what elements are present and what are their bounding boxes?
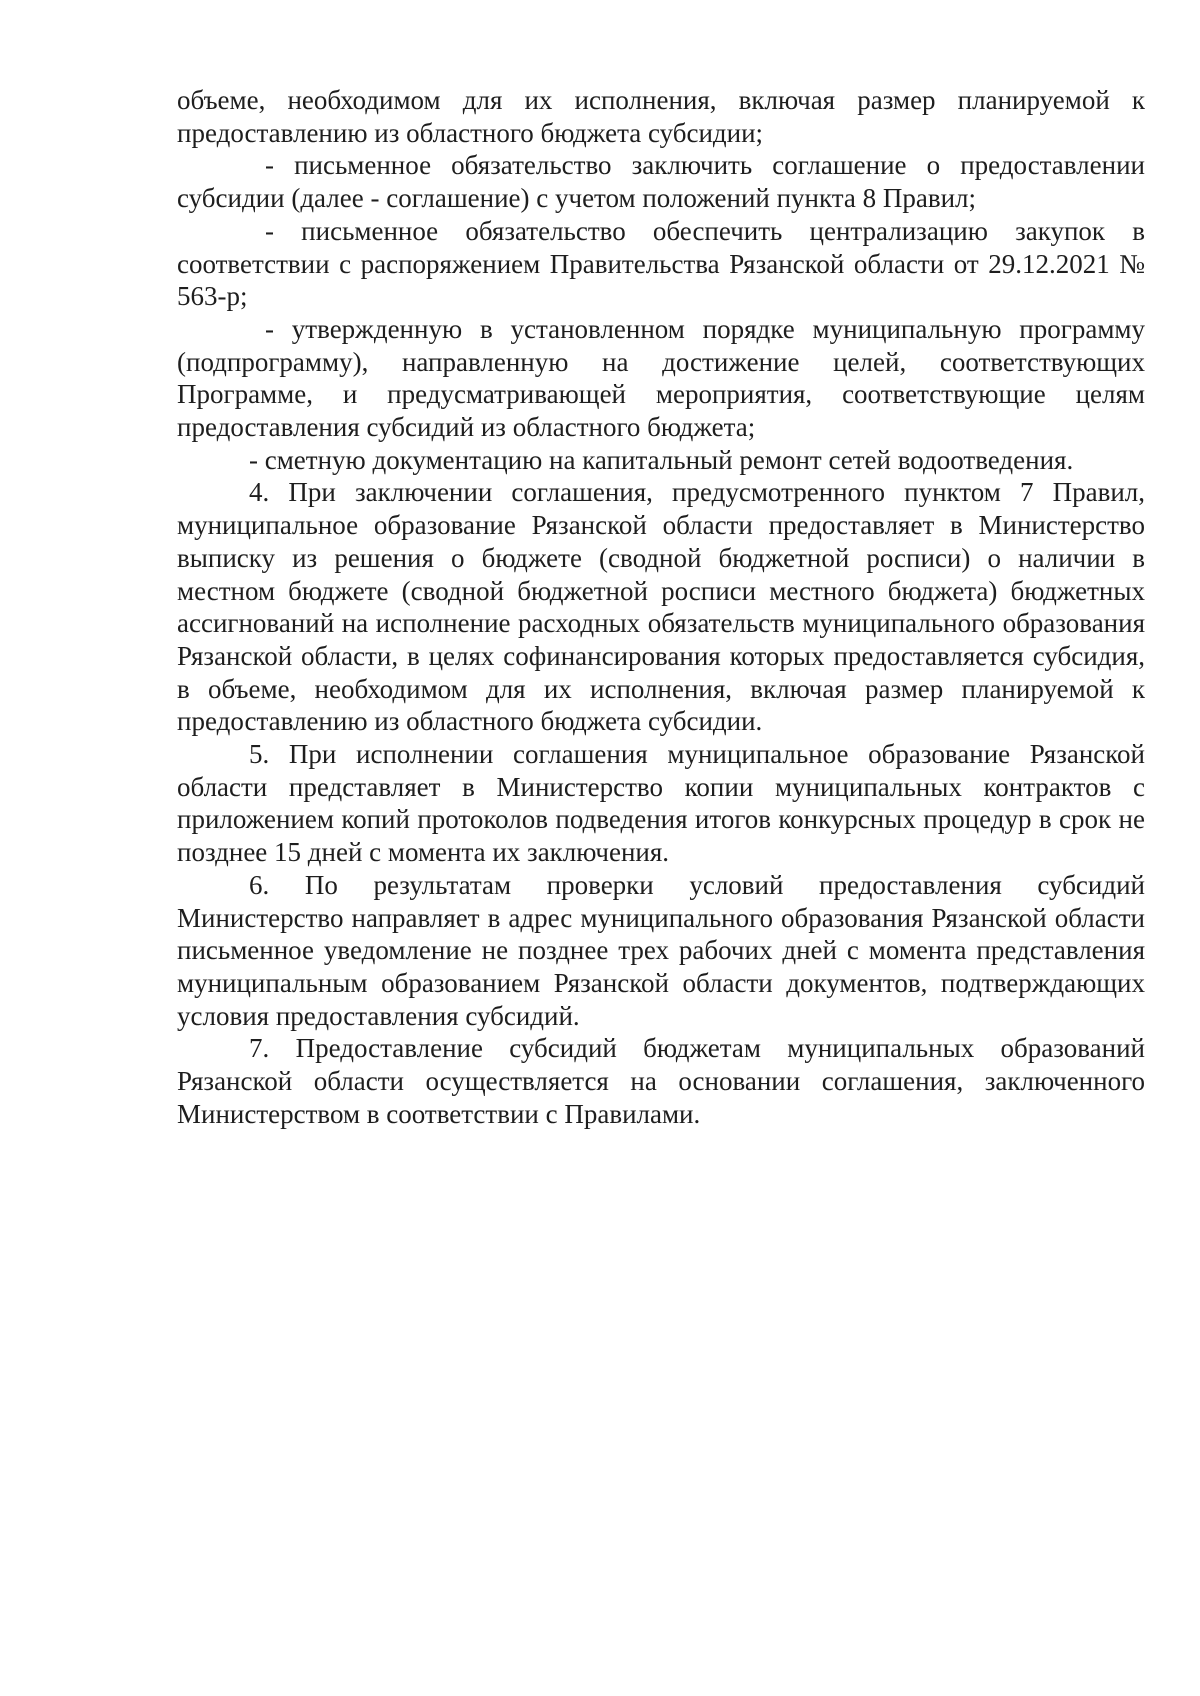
list-item-procurement-obligation: - письменное обязательство обеспечить централизацию закупок в соответствии с распоряжением Правительства Рязанской области от 29.12.2021 № 563-р; bbox=[177, 215, 1145, 312]
list-item-agreement-obligation: - письменное обязательство заключить соглашение о предоставлении субсидии (далее - соглашение) с учетом положений пункта 8 Правил; bbox=[177, 150, 1145, 214]
paragraph-4: 4. При заключении соглашения, предусмотренного пунктом 7 Правил, муниципальное образование Рязанской области предоставляет в Министерство выписку из решения о бюджете (сводной бюджетной росписи) о наличии в местном бюджете (сводной бюджетной росписи местного бюджета) бюджетных ассигнований на исполнение расходных обязательств муниципального образования Рязанской области, в целях софинансирования которых предоставляется субсидия, в объеме, необходимом для их исполнения, включая размер планируемой к предоставлению из областного бюджета субсидии. bbox=[177, 477, 1145, 737]
paragraph-6: 6. По результатам проверки условий предоставления субсидий Министерство направляет в адрес муниципального образования Рязанской области письменное уведомление не позднее трех рабочих дней с момента представления муниципальным образованием Рязанской области документов, подтверждающих условия предоставления субсидий. bbox=[177, 869, 1145, 1031]
paragraph-continuation: объеме, необходимом для их исполнения, включая размер планируемой к предоставлению из областного бюджета субсидии; bbox=[177, 85, 1145, 148]
list-item-municipal-program: - утвержденную в установленном порядке муниципальную программу (подпрограмму), направленную на достижение целей, соответствующих Программе, и предусматривающей мероприятия, соответствующие целям предоставления субсидий из областного бюджета; bbox=[177, 313, 1145, 443]
paragraph-7: 7. Предоставление субсидий бюджетам муниципальных образований Рязанской области осуществляется на основании соглашения, заключенного Министерством в соответствии с Правилами. bbox=[177, 1033, 1145, 1129]
document-body bbox=[177, 84, 1145, 1131]
list-item-estimate-documentation: - сметную документацию на капитальный ремонт сетей водоотведения. bbox=[249, 444, 1074, 475]
paragraph-5: 5. При исполнении соглашения муниципальное образование Рязанской области представляет в Министерство копии муниципальных контрактов с приложением копий протоколов подведения итогов конкурсных процедур в срок не позднее 15 дней с момента их заключения. bbox=[177, 739, 1145, 868]
